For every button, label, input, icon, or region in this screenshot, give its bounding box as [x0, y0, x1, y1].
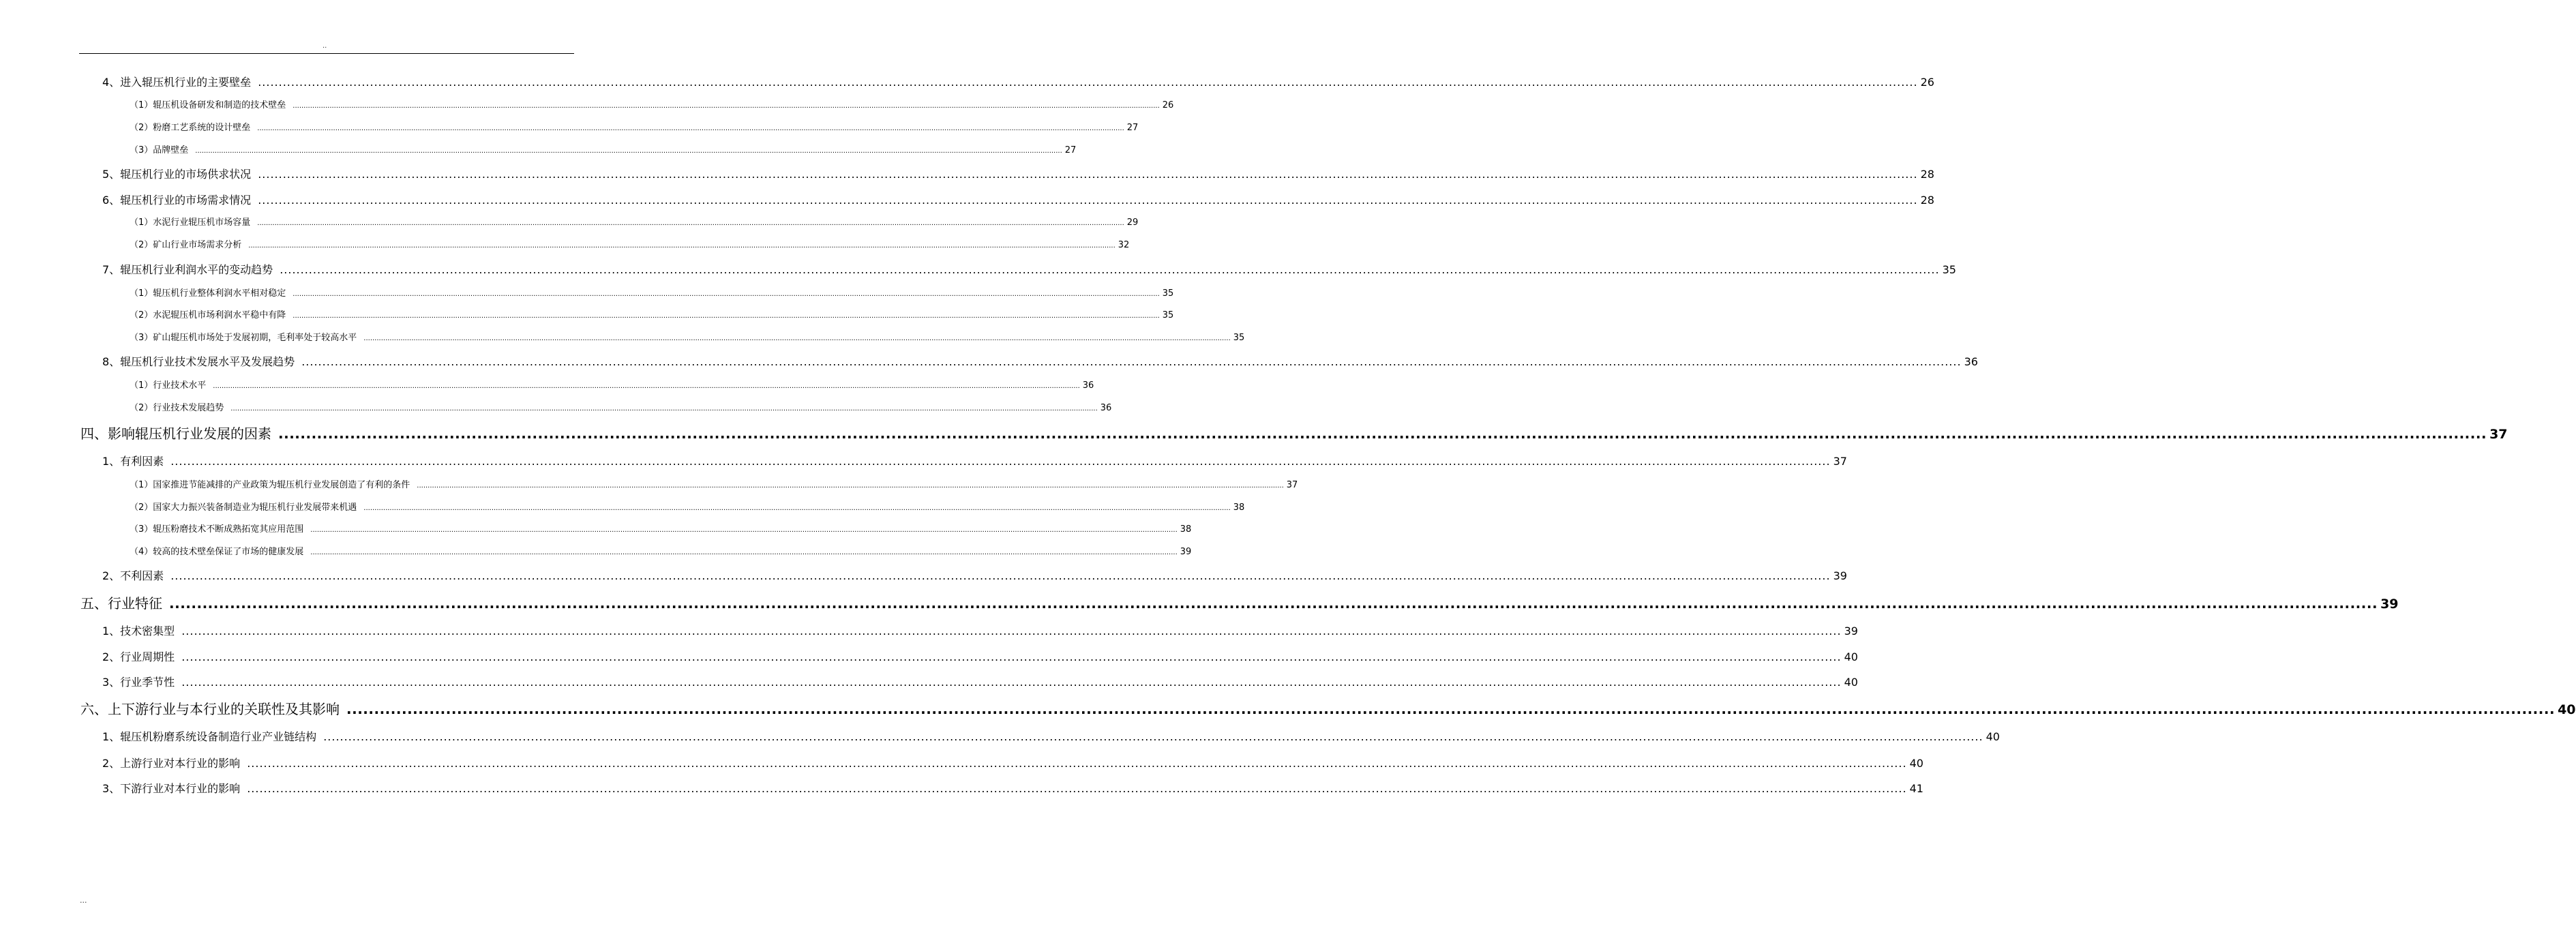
dot-leader: ................................................................................................................................................................................................................................................................................................................................................................................................................: [310, 549, 1178, 556]
dot-leader: ................................................................................................................................................................................................................................................................................................................................................................................................................: [301, 355, 1962, 368]
dot-leader: ................................................................................................................................................................................................................................................................................................................................................................................................................: [247, 757, 1907, 770]
toc-entry[interactable]: [130, 400, 1112, 413]
toc-entry[interactable]: [130, 522, 1192, 535]
dot-leader: ................................................................................................................................................................................................................................................................................................................................................................................................................: [258, 194, 1918, 207]
dot-leader: ................................................................................................................................................................................................................................................................................................................................................................................................................: [293, 102, 1160, 110]
toc-entry-title: （4）较高的技术壁垒保证了市场的健康发展: [130, 547, 304, 557]
toc-entry[interactable]: [102, 648, 1858, 664]
toc-entry[interactable]: [130, 308, 1174, 320]
toc-entry-title: 5、辊压机行业的市场供求状况: [102, 168, 252, 181]
dot-leader: ................................................................................................................................................................................................................................................................................................................................................................................................................: [310, 526, 1178, 534]
toc-entry[interactable]: [130, 544, 1192, 557]
toc-entry-title: 2、不利因素: [102, 569, 164, 582]
toc-entry-page: 35: [1942, 263, 1956, 276]
dot-leader: ................................................................................................................................................................................................................................................................................................................................................................................................................: [280, 263, 1940, 276]
toc-entry-title: （2）水泥辊压机市场利润水平稳中有降: [130, 310, 286, 320]
dot-leader: ................................................................................................................................................................................................................................................................................................................................................................................................................: [258, 168, 1918, 181]
toc-entry-page: 37: [1286, 480, 1298, 490]
dot-leader: ................................................................................................................................................................................................................................................................................................................................................................................................................: [248, 242, 1115, 250]
toc-entry[interactable]: [130, 330, 1245, 343]
toc-entry-title: 3、行业季节性: [102, 676, 175, 689]
toc-entry-page: 40: [1844, 650, 1858, 663]
toc-entry[interactable]: [80, 423, 2508, 442]
toc-entry-page: 36: [1964, 355, 1978, 368]
dot-leader: ................................................................................................................................................................................................................................................................................................................................................................................................................: [346, 701, 2556, 717]
toc-entry-page: 40: [1986, 730, 2000, 743]
dot-leader: ................................................................................................................................................................................................................................................................................................................................................................................................................: [247, 782, 1907, 795]
dot-leader: ................................................................................................................................................................................................................................................................................................................................................................................................................: [181, 650, 1842, 663]
toc-entry-page: 28: [1920, 194, 1934, 207]
toc-entry-page: 39: [2380, 597, 2399, 612]
toc-entry[interactable]: [80, 698, 2576, 718]
toc-entry-title: 2、上游行业对本行业的影响: [102, 757, 241, 770]
toc-entry[interactable]: [130, 500, 1245, 513]
toc-entry[interactable]: [102, 453, 1847, 468]
toc-entry-page: 37: [2489, 427, 2508, 442]
toc-entry-title: （1）辊压机设备研发和制造的技术壁垒: [130, 100, 286, 110]
dot-leader: ................................................................................................................................................................................................................................................................................................................................................................................................................: [363, 505, 1231, 512]
toc-entry-title: 8、辊压机行业技术发展水平及发展趋势: [102, 355, 295, 368]
toc-entry-page: 35: [1233, 333, 1245, 343]
header-mark: ..: [323, 42, 327, 50]
toc-entry-page: 39: [1844, 625, 1858, 638]
toc-entry[interactable]: [130, 286, 1174, 299]
toc-entry-page: 26: [1162, 100, 1174, 110]
toc-entry[interactable]: [102, 166, 1934, 181]
dot-leader: ................................................................................................................................................................................................................................................................................................................................................................................................................: [323, 730, 1983, 743]
toc-entry-page: 41: [1909, 782, 1923, 795]
toc-entry-title: 7、辊压机行业利润水平的变动趋势: [102, 263, 273, 276]
toc-entry-title: （1）水泥行业辊压机市场容量: [130, 217, 251, 228]
toc-entry-title: 1、技术密集型: [102, 625, 175, 638]
toc-entry-title: （1）行业技术水平: [130, 380, 207, 391]
toc-entry-title: 1、辊压机粉磨系统设备制造行业产业链结构: [102, 730, 317, 743]
toc-entry[interactable]: [130, 142, 1077, 155]
dot-leader: ................................................................................................................................................................................................................................................................................................................................................................................................................: [230, 405, 1098, 412]
toc-entry-page: 38: [1180, 524, 1192, 535]
dot-leader: ................................................................................................................................................................................................................................................................................................................................................................................................................: [417, 482, 1284, 490]
dot-leader: ................................................................................................................................................................................................................................................................................................................................................................................................................: [181, 676, 1842, 689]
toc-entry-title: （3）矿山辊压机市场处于发展初期，毛利率处于较高水平: [130, 333, 357, 343]
toc-entry-title: （2）矿山行业市场需求分析: [130, 240, 242, 250]
toc-entry[interactable]: [130, 215, 1139, 228]
toc-entry-title: 2、行业周期性: [102, 650, 175, 663]
toc-entry-page: 26: [1920, 76, 1934, 89]
toc-entry[interactable]: [102, 353, 1978, 369]
toc-entry-title: （2）国家大力振兴装备制造业为辊压机行业发展带来机遇: [130, 502, 357, 513]
toc-entry[interactable]: [102, 567, 1847, 583]
toc-entry-title: 四、影响辊压机行业发展的因素: [80, 425, 271, 442]
dot-leader: ................................................................................................................................................................................................................................................................................................................................................................................................................: [363, 335, 1231, 342]
dot-leader: ................................................................................................................................................................................................................................................................................................................................................................................................................: [257, 125, 1124, 132]
toc-entry-page: 40: [2558, 702, 2576, 717]
dot-leader: ................................................................................................................................................................................................................................................................................................................................................................................................................: [293, 312, 1160, 320]
toc-entry-title: （2）行业技术发展趋势: [130, 403, 224, 413]
toc-entry-page: 29: [1126, 217, 1139, 228]
toc-entry-title: 1、有利因素: [102, 455, 164, 468]
dot-leader: ................................................................................................................................................................................................................................................................................................................................................................................................................: [181, 625, 1842, 638]
toc-entry-page: 40: [1909, 757, 1923, 770]
dot-leader: ................................................................................................................................................................................................................................................................................................................................................................................................................: [195, 147, 1062, 155]
dot-leader: ................................................................................................................................................................................................................................................................................................................................................................................................................: [278, 425, 2487, 442]
toc-entry-title: （2）粉磨工艺系统的设计壁垒: [130, 123, 251, 133]
toc-entry-title: 4、进入辊压机行业的主要壁垒: [102, 76, 252, 89]
toc-entry[interactable]: [130, 120, 1139, 133]
toc-entry-page: 40: [1844, 676, 1858, 689]
dot-leader: ................................................................................................................................................................................................................................................................................................................................................................................................................: [213, 382, 1080, 390]
toc-entry[interactable]: [80, 592, 2399, 612]
toc-entry[interactable]: [130, 97, 1174, 110]
toc-entry-title: （1）国家推进节能减排的产业政策为辊压机行业发展创造了有利的条件: [130, 480, 410, 490]
toc-entry[interactable]: [102, 622, 1858, 638]
toc-entry-page: 38: [1233, 502, 1245, 513]
toc-entry-page: 35: [1162, 310, 1174, 320]
toc-entry[interactable]: [102, 755, 1923, 770]
toc-entry-page: 37: [1833, 455, 1847, 468]
toc-entry[interactable]: [102, 674, 1858, 689]
footer-mark: ...: [80, 896, 87, 905]
toc-entry[interactable]: [102, 728, 2000, 744]
toc-entry-page: 36: [1082, 380, 1094, 391]
toc-entry-title: （3）品牌壁垒: [130, 145, 189, 155]
toc-entry[interactable]: [102, 261, 1956, 277]
toc-entry[interactable]: [102, 780, 1923, 796]
toc-entry-title: 6、辊压机行业的市场需求情况: [102, 194, 252, 207]
dot-leader: ................................................................................................................................................................................................................................................................................................................................................................................................................: [257, 220, 1124, 227]
toc-entry-page: 27: [1126, 123, 1139, 133]
toc-entry[interactable]: [130, 378, 1094, 391]
dot-leader: ................................................................................................................................................................................................................................................................................................................................................................................................................: [170, 569, 1831, 582]
toc-entry-page: 28: [1920, 168, 1934, 181]
toc-entry[interactable]: [130, 477, 1298, 490]
dot-leader: ................................................................................................................................................................................................................................................................................................................................................................................................................: [170, 455, 1831, 468]
toc-entry[interactable]: [102, 74, 1934, 89]
toc-entry-page: 35: [1162, 288, 1174, 299]
toc-entry-page: 27: [1064, 145, 1077, 155]
toc-entry-title: 3、下游行业对本行业的影响: [102, 782, 241, 795]
toc-entry-page: 32: [1118, 240, 1130, 250]
dot-leader: ................................................................................................................................................................................................................................................................................................................................................................................................................: [293, 290, 1160, 298]
toc-entry-title: （1）辊压机行业整体利润水平相对稳定: [130, 288, 286, 299]
toc-entry-title: 五、行业特征: [80, 595, 162, 612]
toc-entry-title: （3）辊压粉磨技术不断成熟拓宽其应用范围: [130, 524, 304, 535]
toc-entry-page: 39: [1833, 569, 1847, 582]
dot-leader: ................................................................................................................................................................................................................................................................................................................................................................................................................: [258, 76, 1918, 89]
dot-leader: ................................................................................................................................................................................................................................................................................................................................................................................................................: [169, 595, 2378, 612]
toc-entry[interactable]: [130, 237, 1130, 250]
toc-entry[interactable]: [102, 192, 1934, 207]
toc-entry-page: 39: [1180, 547, 1192, 557]
toc-entry-page: 36: [1100, 403, 1112, 413]
toc-entry-title: 六、上下游行业与本行业的关联性及其影响: [80, 701, 340, 717]
